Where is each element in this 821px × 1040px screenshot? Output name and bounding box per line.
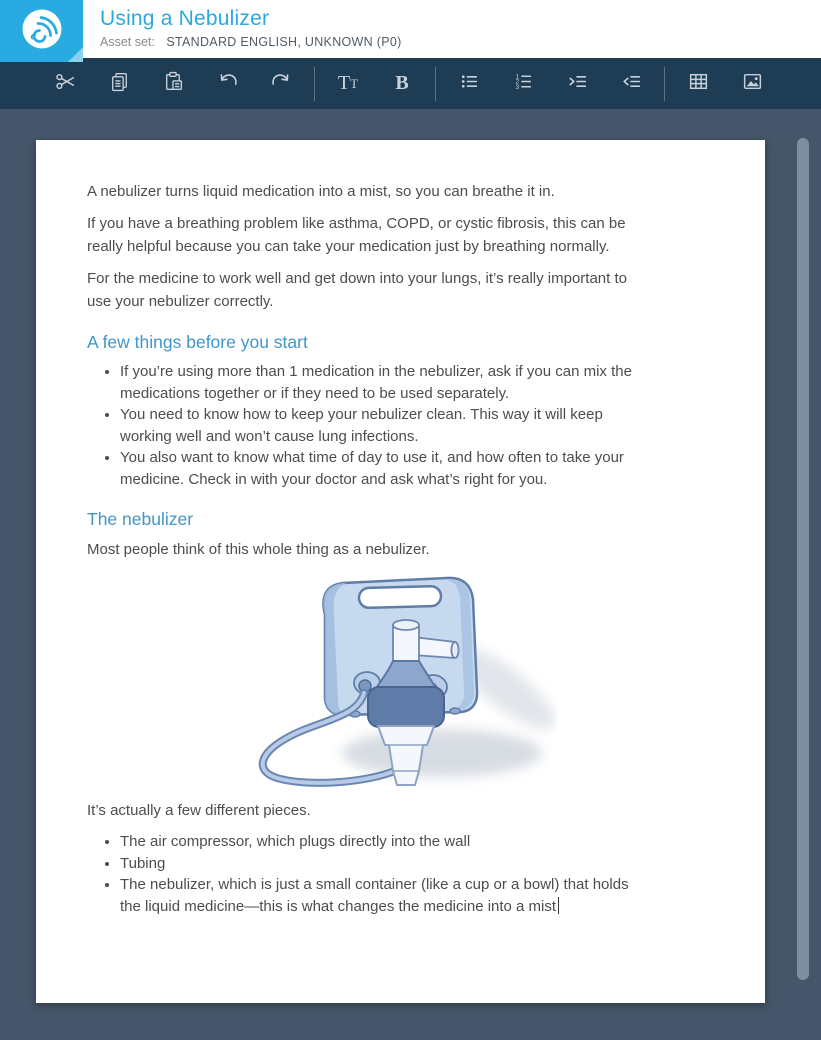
vertical-scrollbar-thumb[interactable] (797, 138, 809, 980)
toolbar-separator (664, 67, 665, 101)
bold-icon: B (395, 72, 409, 94)
section-heading: A few things before you start (87, 332, 308, 352)
asset-set-value: STANDARD ENGLISH, UNKNOWN (P0) (166, 35, 402, 49)
bullet-list (87, 831, 632, 917)
paragraph: For the medicine to work well and get down into your lungs, it’s really important to use your nebulizer correctly. (87, 270, 627, 310)
paragraph: A nebulizer turns liquid medication into a mist, so you can breathe it in. (87, 183, 555, 200)
paragraph: Most people think of this whole thing as a nebulizer. (87, 541, 430, 558)
text-format-icon: T (337, 72, 351, 94)
list-item: • If you’re using more than 1 medication in the nebulizer, ask if you can mix the medications together or if they need to be used separately. (120, 361, 632, 404)
clipboard-paste-icon (162, 70, 185, 98)
outdent-button[interactable] (604, 58, 658, 109)
app-logo[interactable] (0, 0, 83, 62)
list-item: • The nebulizer, which is just a small container (like a cup or a bowl) that holds the liquid medicine—this is what changes the medicine into a mist (120, 874, 632, 917)
editor-canvas (0, 109, 821, 1040)
redo-arrow-icon (270, 70, 293, 98)
page-title: Using a Nebulizer (100, 7, 270, 30)
toolbar-separator (435, 67, 436, 101)
document-page[interactable] (36, 140, 765, 1003)
text-format-button[interactable]: T T (337, 72, 359, 94)
bullet-list-button[interactable] (442, 58, 496, 109)
svg-text:1: 1 (515, 72, 519, 80)
table-icon (687, 70, 710, 98)
copy-button[interactable] (92, 58, 146, 109)
nebulizer-illustration[interactable] (247, 573, 557, 789)
insert-image-button[interactable] (725, 58, 779, 109)
undo-arrow-icon (216, 70, 239, 98)
list-item: • The air compressor, which plugs directly into the wall (120, 831, 632, 853)
indent-icon (566, 70, 589, 98)
text-caret (558, 897, 559, 914)
copy-icon (108, 70, 131, 98)
paragraph: If you have a breathing problem like asthma, COPD, or cystic fibrosis, this can be really helpful because you can take your medication just by breathing normally. (87, 215, 626, 255)
numbered-list-icon (512, 70, 535, 98)
editor-toolbar (0, 58, 821, 109)
list-item: • You need to know how to keep your nebulizer clean. This way it will keep working well and won’t cause lung infections. (120, 404, 632, 447)
numbered-list-button[interactable] (496, 58, 550, 109)
bold-button[interactable] (375, 58, 429, 109)
redo-button[interactable] (254, 58, 308, 109)
svg-text:e: e (30, 27, 36, 42)
cut-button[interactable] (38, 58, 92, 109)
list-item: • You also want to know what time of day to use it, and how often to take your medicine. Check in with your doctor and ask what’s right for you. (120, 447, 632, 490)
bullet-list (87, 361, 632, 490)
svg-text:2: 2 (515, 78, 519, 86)
list-item: • Tubing (120, 853, 632, 875)
paste-button[interactable] (146, 58, 200, 109)
asset-set-label: Asset set: (100, 35, 155, 49)
paragraph: It’s actually a few different pieces. (87, 802, 311, 819)
svg-text:3: 3 (515, 83, 519, 91)
section-heading: The nebulizer (87, 509, 194, 529)
undo-button[interactable] (200, 58, 254, 109)
emmi-spiral-icon (21, 8, 63, 55)
scissors-icon (54, 70, 77, 98)
toolbar-separator (314, 67, 315, 101)
app-header (0, 0, 821, 58)
outdent-icon (620, 70, 643, 98)
bullet-list-icon (458, 70, 481, 98)
image-icon (741, 70, 764, 98)
insert-table-button[interactable] (671, 58, 725, 109)
indent-button[interactable] (550, 58, 604, 109)
